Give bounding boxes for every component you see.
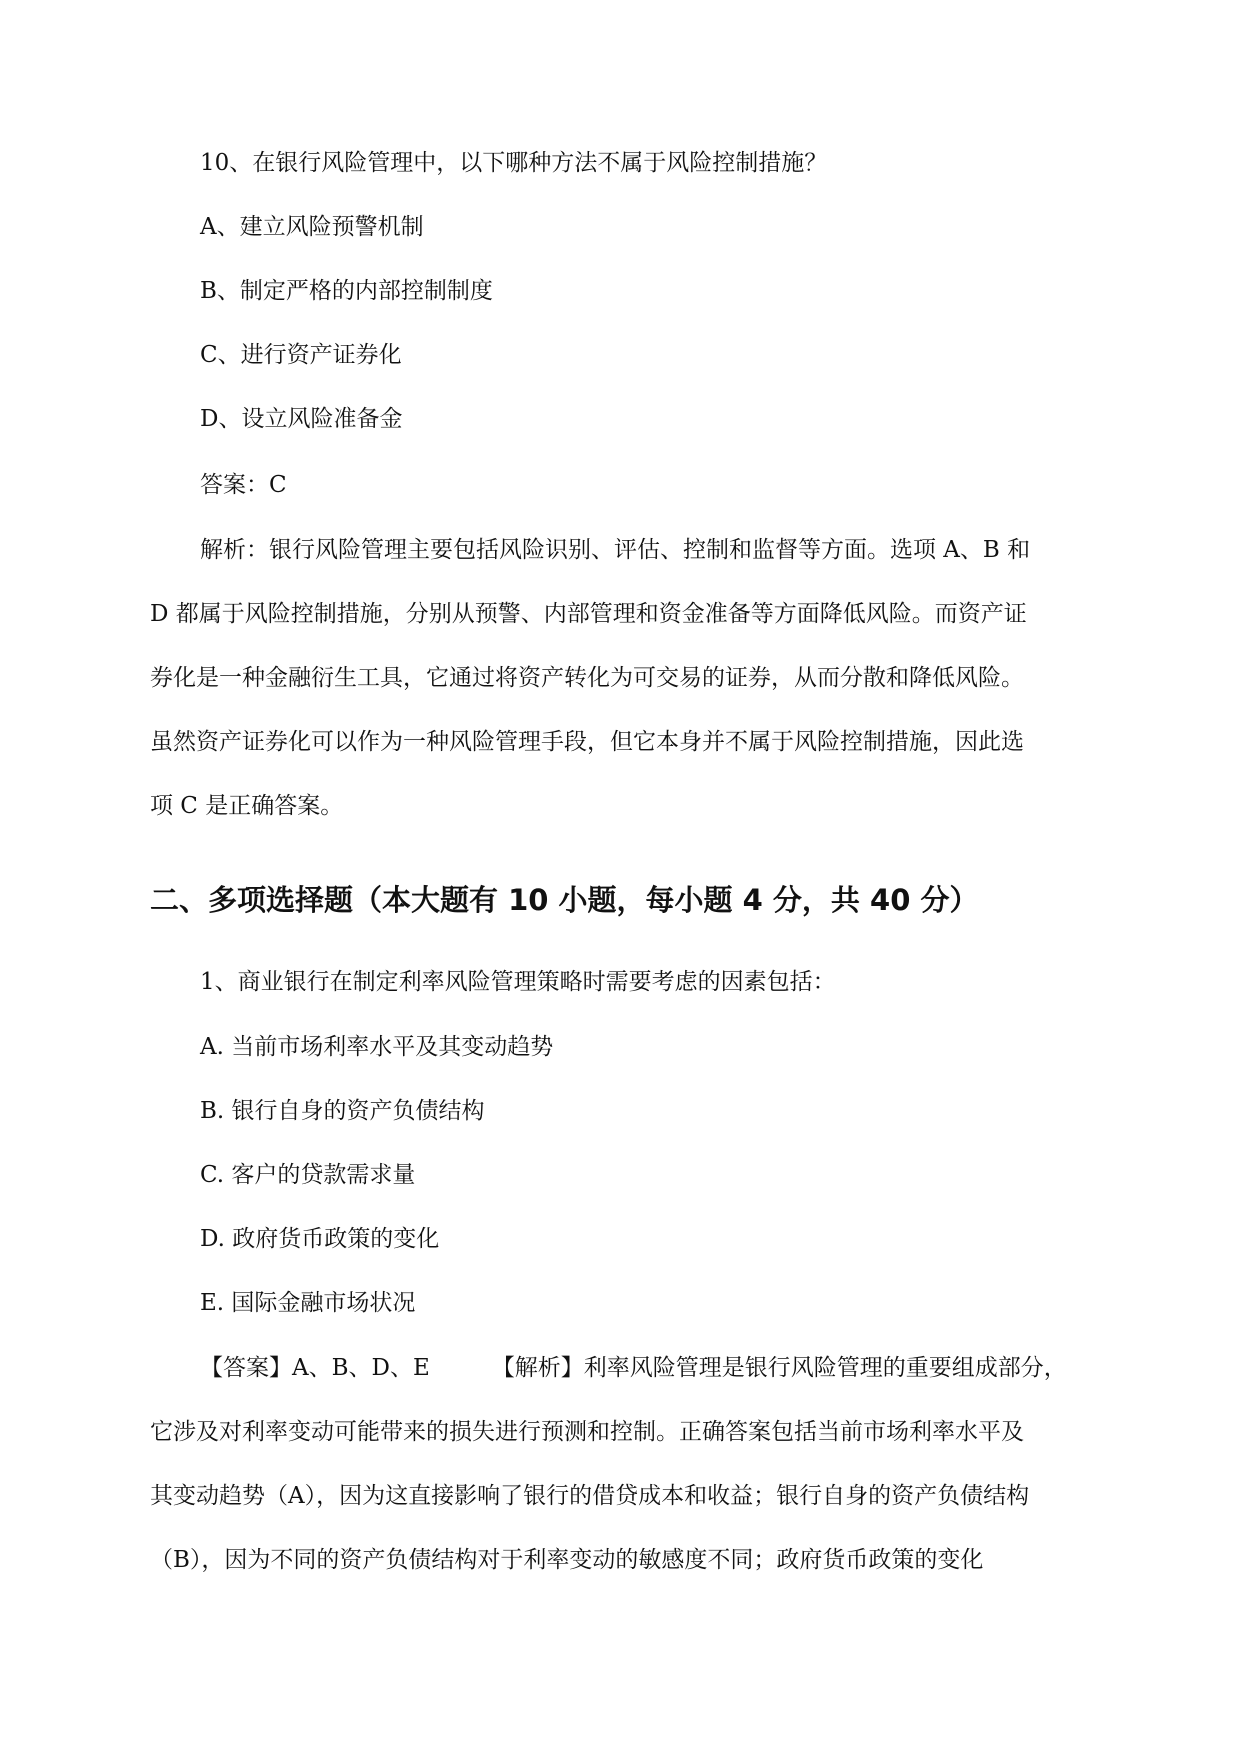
q10-option-d: D、设立风险准备金	[200, 406, 403, 432]
q1-analysis-start: 【解析】利率风险管理是银行风险管理的重要组成部分，	[491, 1355, 1067, 1381]
q1-analysis-line: 它涉及对利率变动可能带来的损失进行预测和控制。正确答案包括当前市场利率水平及	[150, 1419, 1024, 1445]
q1-option-d: D. 政府货币政策的变化	[200, 1226, 440, 1252]
q10-option-c: C、进行资产证券化	[200, 342, 402, 368]
q1-analysis-line: 其变动趋势（A），因为这直接影响了银行的借贷成本和收益；银行自身的资产负债结构	[150, 1483, 1030, 1509]
section-heading: 二、多项选择题（本大题有 10 小题，每小题 4 分，共 40 分）	[150, 883, 979, 917]
q1-analysis-line: （B），因为不同的资产负债结构对于利率变动的敏感度不同；政府货币政策的变化	[150, 1547, 984, 1573]
q10-option-b: B、制定严格的内部控制制度	[200, 278, 493, 304]
q1-answer-analysis-line	[200, 1353, 1067, 1383]
question-10-text: 10、在银行风险管理中，以下哪种方法不属于风险控制措施？	[200, 150, 828, 176]
q10-option-a: A、建立风险预警机制	[200, 214, 424, 240]
q10-analysis-line: 项 C 是正确答案。	[150, 793, 344, 819]
q1-option-e: E. 国际金融市场状况	[200, 1290, 416, 1316]
q10-analysis-line: 券化是一种金融衍生工具，它通过将资产转化为可交易的证券，从而分散和降低风险。	[150, 665, 1024, 691]
q10-answer: 答案：C	[200, 472, 287, 498]
q1-option-a: A. 当前市场利率水平及其变动趋势	[200, 1034, 554, 1060]
question-1-text: 1、商业银行在制定利率风险管理策略时需要考虑的因素包括：	[200, 969, 836, 995]
q1-option-c: C. 客户的贷款需求量	[200, 1162, 416, 1188]
q10-analysis-line: D 都属于风险控制措施，分别从预警、内部管理和资金准备等方面降低风险。而资产证	[150, 601, 1027, 627]
q10-analysis-line: 解析：银行风险管理主要包括风险识别、评估、控制和监督等方面。选项 A、B 和	[200, 537, 1031, 563]
q10-analysis-line: 虽然资产证券化可以作为一种风险管理手段，但它本身并不属于风险控制措施，因此选	[150, 729, 1024, 755]
q1-answer: 【答案】A、B、D、E	[200, 1355, 430, 1381]
q1-option-b: B. 银行自身的资产负债结构	[200, 1098, 485, 1124]
